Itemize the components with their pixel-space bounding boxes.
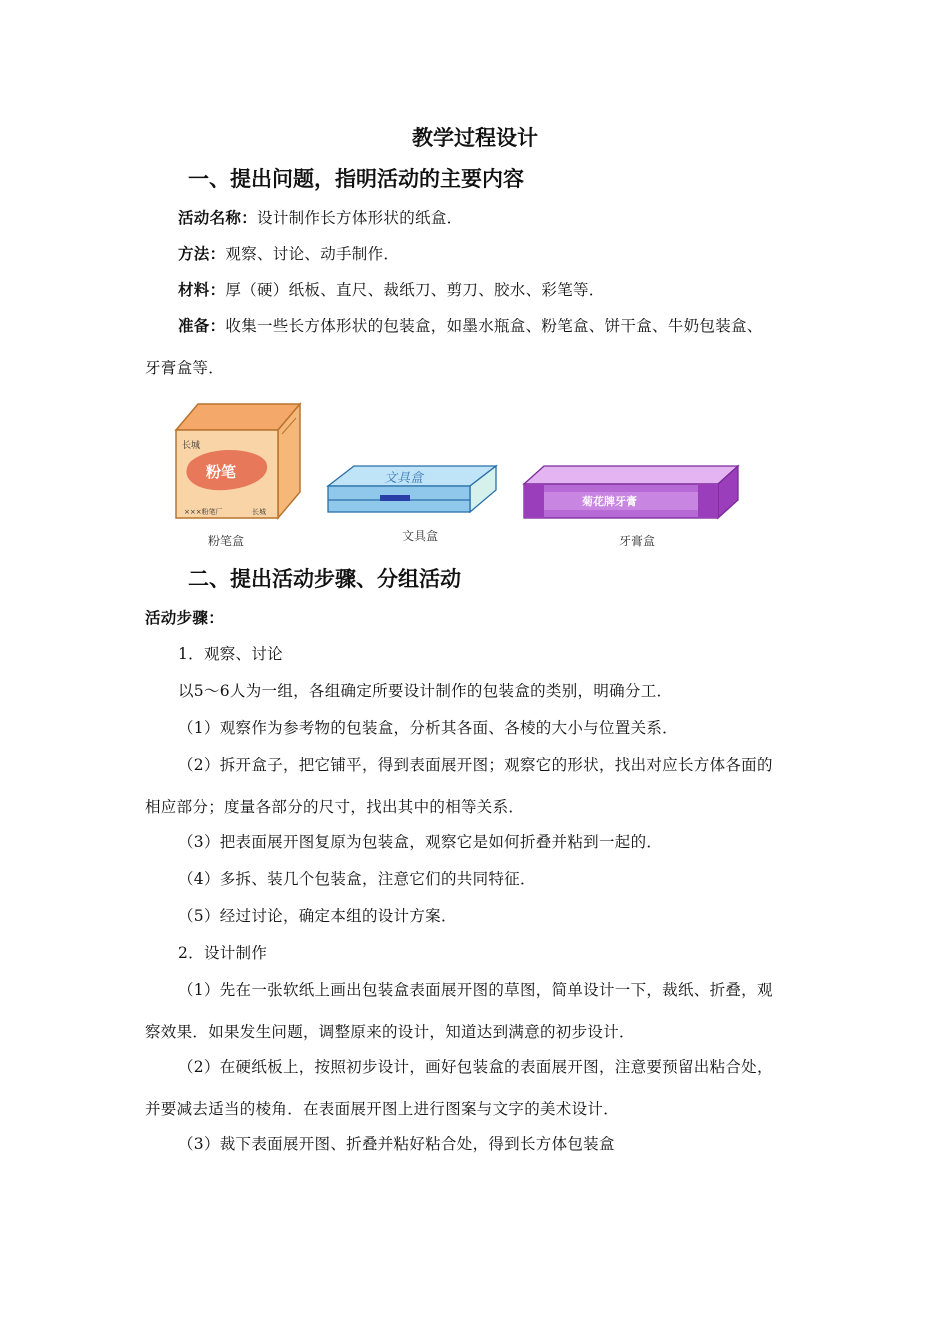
toothpaste-box-illustration (520, 464, 742, 522)
step-line: （4）多拆、装几个包装盒，注意它们的共同特征． (178, 870, 536, 888)
chalk-box-caption: 粉笔盒 (208, 534, 245, 548)
activity-name-label: 活动名称： (178, 209, 258, 227)
stationery-box-illustration (324, 464, 499, 516)
toothpaste-box-right-band (698, 484, 718, 518)
activity-name-text: 设计制作长方体形状的纸盒． (257, 209, 463, 227)
materials-line (178, 278, 605, 300)
activity-name-line (178, 206, 462, 228)
materials-text: 厚（硬）纸板、直尺、裁纸刀、剪刀、胶水、彩笔等． (225, 281, 605, 299)
step-line: （3）裁下表面展开图、折叠并粘好粘合处，得到长方体包装盒 (178, 1135, 615, 1153)
section2-heading: 二、提出活动步骤、分组活动 (188, 567, 461, 591)
stationery-box-clasp (380, 495, 410, 501)
toothpaste-box-caption: 牙膏盒 (619, 534, 656, 548)
prep-line (178, 314, 763, 336)
step-line: 察效果．如果发生问题，调整原来的设计，知道达到满意的初步设计． (145, 1023, 635, 1041)
steps-label: 活动步骤： (145, 609, 225, 627)
chalk-box-label: 粉笔 (206, 463, 237, 481)
method-label: 方法： (178, 245, 226, 263)
step-line: （2）在硬纸板上，按照初步设计，画好包装盒的表面展开图，注意要预留出粘合处， (178, 1058, 773, 1076)
step-line: （5）经过讨论，确定本组的设计方案． (178, 907, 457, 925)
chalk-box-maker: ×××粉笔厂 (184, 508, 223, 516)
method-line (178, 242, 399, 264)
prep-label: 准备： (178, 317, 226, 335)
chalk-box-brand2: 长城 (252, 508, 266, 516)
toothpaste-box-left-band (524, 484, 544, 518)
toothpaste-box-label: 菊花牌牙膏 (582, 495, 637, 508)
step-line: 相应部分；度量各部分的尺寸，找出其中的相等关系． (145, 798, 525, 816)
step-line: （2）拆开盒子，把它铺平，得到表面展开图；观察它的形状，找出对应长方体各面的 (178, 756, 773, 774)
step-line: 1．观察、讨论 (178, 645, 283, 663)
prep-text-1: 收集一些长方体形状的包装盒，如墨水瓶盒、粉笔盒、饼干盒、牛奶包装盒、 (225, 317, 763, 335)
chalk-box-illustration (170, 400, 305, 522)
page-title: 教学过程设计 (412, 126, 538, 150)
step-line: （1）观察作为参考物的包装盒，分析其各面、各棱的大小与位置关系． (178, 719, 678, 737)
step-line: （1）先在一张软纸上画出包装盒表面展开图的草图，简单设计一下，裁纸、折叠，观 (178, 981, 773, 999)
section1-heading: 一、提出问题，指明活动的主要内容 (188, 167, 524, 191)
step-line: 并要减去适当的棱角．在表面展开图上进行图案与文字的美术设计． (145, 1100, 620, 1118)
method-text: 观察、讨论、动手制作． (225, 245, 400, 263)
stationery-box-label: 文具盒 (384, 471, 424, 486)
step-line: 2．设计制作 (178, 944, 268, 962)
toothpaste-box-top (524, 466, 738, 484)
materials-label: 材料： (178, 281, 226, 299)
chalk-box-brand: 长城 (182, 441, 201, 451)
step-line: 以5～6人为一组，各组确定所要设计制作的包装盒的类别，明确分工． (178, 682, 673, 700)
step-line: （3）把表面展开图复原为包装盒，观察它是如何折叠并粘到一起的． (178, 833, 663, 851)
prep-text-2: 牙膏盒等． (145, 359, 225, 377)
stationery-box-caption: 文具盒 (402, 529, 439, 543)
